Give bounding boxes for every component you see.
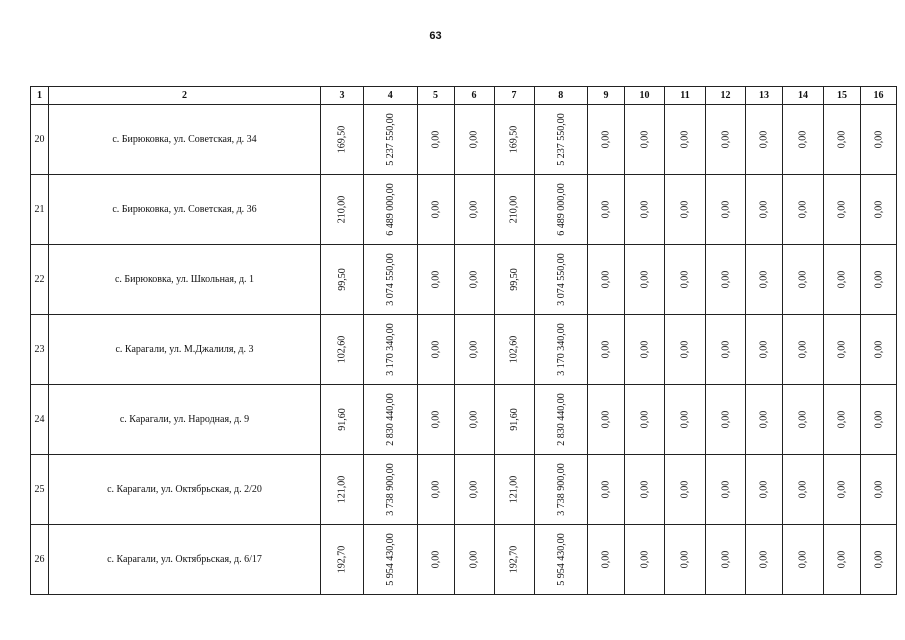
value-cell-col-16 xyxy=(861,525,897,595)
value-text: 0,00 xyxy=(720,480,731,499)
value-cell-col-11 xyxy=(665,105,706,175)
row-number: 23 xyxy=(31,315,49,385)
value-cell-col-8 xyxy=(534,175,588,245)
value-cell-col-9 xyxy=(588,315,625,385)
value-cell-col-6 xyxy=(454,525,494,595)
value-cell-col-11 xyxy=(665,455,706,525)
row-number: 20 xyxy=(31,105,49,175)
value-cell-col-12 xyxy=(706,105,746,175)
value-cell-col-14 xyxy=(783,105,824,175)
value-cell-col-3 xyxy=(321,175,364,245)
value-text: 2 830 440,00 xyxy=(384,393,396,446)
value-cell-col-14 xyxy=(783,525,824,595)
value-cell-col-5 xyxy=(417,315,454,385)
value-text: 0,00 xyxy=(679,480,691,499)
value-cell-col-9 xyxy=(588,455,625,525)
value-text: 169,50 xyxy=(336,125,348,154)
value-text: 99,50 xyxy=(336,268,348,291)
value-text: 0,00 xyxy=(873,550,884,569)
row-number: 26 xyxy=(31,525,49,595)
value-text: 0,00 xyxy=(836,130,848,149)
value-text: 5 237 550,00 xyxy=(384,113,396,166)
value-text: 0,00 xyxy=(758,130,770,149)
column-header-2: 2 xyxy=(49,87,321,105)
value-cell-col-14 xyxy=(783,385,824,455)
column-header-12: 12 xyxy=(706,87,746,105)
value-cell-col-11 xyxy=(665,525,706,595)
value-cell-col-10 xyxy=(625,315,665,385)
value-text: 0,00 xyxy=(873,200,884,219)
value-cell-col-7 xyxy=(494,245,534,315)
value-cell-col-11 xyxy=(665,175,706,245)
value-text: 0,00 xyxy=(468,130,480,149)
value-cell-col-7 xyxy=(494,315,534,385)
value-cell-col-5 xyxy=(417,245,454,315)
value-cell-col-10 xyxy=(625,175,665,245)
value-text: 0,00 xyxy=(873,270,884,289)
value-cell-col-13 xyxy=(746,525,783,595)
value-text: 0,00 xyxy=(430,130,441,149)
page-number: 63 xyxy=(429,30,442,42)
value-cell-col-9 xyxy=(588,175,625,245)
value-text: 0,00 xyxy=(797,410,809,429)
address-cell: с. Карагали, ул. М.Джалиля, д. 3 xyxy=(49,315,321,385)
value-text: 0,00 xyxy=(600,410,612,429)
value-cell-col-8 xyxy=(534,455,588,525)
value-text: 3 170 340,00 xyxy=(384,323,396,376)
value-text: 169,50 xyxy=(508,125,520,154)
value-text: 0,00 xyxy=(720,410,731,429)
value-text: 5 237 550,00 xyxy=(555,113,567,166)
address-cell: с. Карагали, ул. Народная, д. 9 xyxy=(49,385,321,455)
value-text: 0,00 xyxy=(468,410,480,429)
value-text: 0,00 xyxy=(600,550,612,569)
value-cell-col-10 xyxy=(625,245,665,315)
value-text: 0,00 xyxy=(720,270,731,289)
column-header-16: 16 xyxy=(861,87,897,105)
value-cell-col-12 xyxy=(706,315,746,385)
value-cell-col-11 xyxy=(665,385,706,455)
table-row xyxy=(31,175,897,245)
value-text: 0,00 xyxy=(430,200,441,219)
value-cell-col-7 xyxy=(494,105,534,175)
value-text: 0,00 xyxy=(639,550,650,569)
value-text: 0,00 xyxy=(720,550,731,569)
value-cell-col-10 xyxy=(625,525,665,595)
value-text: 0,00 xyxy=(797,550,809,569)
value-cell-col-3 xyxy=(321,315,364,385)
value-cell-col-8 xyxy=(534,315,588,385)
value-text: 0,00 xyxy=(430,550,441,569)
value-cell-col-8 xyxy=(534,385,588,455)
value-text: 3 738 900,00 xyxy=(384,463,396,516)
value-cell-col-13 xyxy=(746,315,783,385)
value-text: 0,00 xyxy=(720,340,731,359)
address-cell: с. Бирюковка, ул. Школьная, д. 1 xyxy=(49,245,321,315)
address-cell: с. Бирюковка, ул. Советская, д. 34 xyxy=(49,105,321,175)
value-text: 102,60 xyxy=(336,335,348,364)
value-cell-col-9 xyxy=(588,245,625,315)
table-row xyxy=(31,385,897,455)
column-header-15: 15 xyxy=(824,87,861,105)
value-text: 3 170 340,00 xyxy=(555,323,567,376)
value-cell-col-7 xyxy=(494,525,534,595)
value-cell-col-3 xyxy=(321,245,364,315)
address-cell: с. Бирюковка, ул. Советская, д. 36 xyxy=(49,175,321,245)
column-header-3: 3 xyxy=(321,87,364,105)
value-text: 0,00 xyxy=(873,130,884,149)
value-cell-col-15 xyxy=(824,175,861,245)
value-text: 0,00 xyxy=(758,270,770,289)
value-text: 0,00 xyxy=(679,340,691,359)
value-cell-col-15 xyxy=(824,385,861,455)
column-header-14: 14 xyxy=(783,87,824,105)
value-text: 91,60 xyxy=(508,408,520,431)
value-text: 0,00 xyxy=(836,410,848,429)
value-cell-col-4 xyxy=(364,175,418,245)
value-text: 0,00 xyxy=(639,480,650,499)
column-header-5: 5 xyxy=(417,87,454,105)
value-text: 0,00 xyxy=(836,550,848,569)
column-header-10: 10 xyxy=(625,87,665,105)
value-text: 3 074 550,00 xyxy=(384,253,396,306)
value-cell-col-4 xyxy=(364,525,418,595)
value-cell-col-15 xyxy=(824,455,861,525)
value-text: 0,00 xyxy=(430,270,441,289)
table-row xyxy=(31,525,897,595)
value-text: 0,00 xyxy=(468,480,480,499)
value-text: 0,00 xyxy=(468,340,480,359)
value-cell-col-4 xyxy=(364,455,418,525)
value-cell-col-16 xyxy=(861,385,897,455)
column-number-header xyxy=(31,87,897,105)
value-text: 121,00 xyxy=(336,475,348,504)
value-cell-col-6 xyxy=(454,315,494,385)
value-cell-col-5 xyxy=(417,175,454,245)
value-text: 0,00 xyxy=(873,480,884,499)
value-cell-col-4 xyxy=(364,105,418,175)
value-cell-col-8 xyxy=(534,105,588,175)
column-header-6: 6 xyxy=(454,87,494,105)
table-row xyxy=(31,455,897,525)
table-row xyxy=(31,315,897,385)
value-text: 0,00 xyxy=(600,480,612,499)
value-cell-col-13 xyxy=(746,245,783,315)
value-text: 5 954 430,00 xyxy=(555,533,567,586)
address-cell: с. Карагали, ул. Октябрьская, д. 2/20 xyxy=(49,455,321,525)
row-number: 25 xyxy=(31,455,49,525)
value-text: 5 954 430,00 xyxy=(384,533,396,586)
row-number: 21 xyxy=(31,175,49,245)
value-text: 0,00 xyxy=(600,130,612,149)
value-cell-col-6 xyxy=(454,245,494,315)
address-cell: с. Карагали, ул. Октябрьская, д. 6/17 xyxy=(49,525,321,595)
value-cell-col-16 xyxy=(861,455,897,525)
value-cell-col-4 xyxy=(364,385,418,455)
value-cell-col-12 xyxy=(706,455,746,525)
value-text: 0,00 xyxy=(679,270,691,289)
value-text: 0,00 xyxy=(430,410,441,429)
value-cell-col-9 xyxy=(588,105,625,175)
value-text: 0,00 xyxy=(797,480,809,499)
value-text: 0,00 xyxy=(720,130,731,149)
value-text: 0,00 xyxy=(836,480,848,499)
value-cell-col-14 xyxy=(783,315,824,385)
value-cell-col-16 xyxy=(861,315,897,385)
value-text: 0,00 xyxy=(797,200,809,219)
value-text: 91,60 xyxy=(336,408,348,431)
value-text: 0,00 xyxy=(679,550,691,569)
value-cell-col-16 xyxy=(861,105,897,175)
value-cell-col-15 xyxy=(824,105,861,175)
column-header-1: 1 xyxy=(31,87,49,105)
value-text: 0,00 xyxy=(679,410,691,429)
value-cell-col-7 xyxy=(494,385,534,455)
value-cell-col-15 xyxy=(824,525,861,595)
value-text: 0,00 xyxy=(758,410,770,429)
value-text: 210,00 xyxy=(508,195,520,224)
value-cell-col-9 xyxy=(588,525,625,595)
value-text: 0,00 xyxy=(758,340,770,359)
value-text: 99,50 xyxy=(508,268,520,291)
value-cell-col-5 xyxy=(417,105,454,175)
column-header-7: 7 xyxy=(494,87,534,105)
column-header-8: 8 xyxy=(534,87,588,105)
column-header-9: 9 xyxy=(588,87,625,105)
value-text: 0,00 xyxy=(600,200,612,219)
value-cell-col-12 xyxy=(706,525,746,595)
value-text: 0,00 xyxy=(679,130,691,149)
value-cell-col-4 xyxy=(364,245,418,315)
row-number: 22 xyxy=(31,245,49,315)
value-cell-col-13 xyxy=(746,105,783,175)
value-text: 0,00 xyxy=(468,550,480,569)
value-cell-col-9 xyxy=(588,385,625,455)
value-text: 0,00 xyxy=(873,410,884,429)
value-text: 0,00 xyxy=(679,200,691,219)
value-text: 6 489 000,00 xyxy=(384,183,396,236)
value-cell-col-15 xyxy=(824,315,861,385)
value-cell-col-8 xyxy=(534,525,588,595)
value-cell-col-6 xyxy=(454,455,494,525)
value-cell-col-13 xyxy=(746,455,783,525)
value-cell-col-12 xyxy=(706,175,746,245)
value-text: 3 074 550,00 xyxy=(555,253,567,306)
value-cell-col-10 xyxy=(625,455,665,525)
value-text: 0,00 xyxy=(797,340,809,359)
value-cell-col-5 xyxy=(417,385,454,455)
value-text: 0,00 xyxy=(720,200,731,219)
value-cell-col-3 xyxy=(321,455,364,525)
value-text: 192,70 xyxy=(336,545,348,574)
value-text: 0,00 xyxy=(836,200,848,219)
value-text: 192,70 xyxy=(508,545,520,574)
value-cell-col-5 xyxy=(417,455,454,525)
value-cell-col-13 xyxy=(746,385,783,455)
value-cell-col-11 xyxy=(665,245,706,315)
value-cell-col-13 xyxy=(746,175,783,245)
value-cell-col-4 xyxy=(364,315,418,385)
value-text: 0,00 xyxy=(797,270,809,289)
column-header-4: 4 xyxy=(364,87,418,105)
value-cell-col-14 xyxy=(783,455,824,525)
value-cell-col-5 xyxy=(417,525,454,595)
value-text: 121,00 xyxy=(508,475,520,504)
value-text: 0,00 xyxy=(468,200,480,219)
value-cell-col-6 xyxy=(454,105,494,175)
column-header-13: 13 xyxy=(746,87,783,105)
value-cell-col-6 xyxy=(454,175,494,245)
value-cell-col-3 xyxy=(321,525,364,595)
value-text: 0,00 xyxy=(430,340,441,359)
value-text: 102,60 xyxy=(508,335,520,364)
value-cell-col-12 xyxy=(706,385,746,455)
value-text: 0,00 xyxy=(758,480,770,499)
value-cell-col-8 xyxy=(534,245,588,315)
table-row xyxy=(31,105,897,175)
column-header-11: 11 xyxy=(665,87,706,105)
value-cell-col-7 xyxy=(494,175,534,245)
value-text: 0,00 xyxy=(639,410,650,429)
value-cell-col-7 xyxy=(494,455,534,525)
value-cell-col-16 xyxy=(861,175,897,245)
value-cell-col-15 xyxy=(824,245,861,315)
value-cell-col-16 xyxy=(861,245,897,315)
value-text: 0,00 xyxy=(797,130,809,149)
value-text: 0,00 xyxy=(639,270,650,289)
value-cell-col-14 xyxy=(783,245,824,315)
register-table xyxy=(30,86,897,595)
value-text: 0,00 xyxy=(873,340,884,359)
value-cell-col-12 xyxy=(706,245,746,315)
value-text: 0,00 xyxy=(836,270,848,289)
value-text: 0,00 xyxy=(639,200,650,219)
value-cell-col-10 xyxy=(625,385,665,455)
table-row xyxy=(31,245,897,315)
value-cell-col-11 xyxy=(665,315,706,385)
value-text: 0,00 xyxy=(758,200,770,219)
value-text: 0,00 xyxy=(600,270,612,289)
value-cell-col-3 xyxy=(321,385,364,455)
value-cell-col-10 xyxy=(625,105,665,175)
value-cell-col-14 xyxy=(783,175,824,245)
value-text: 0,00 xyxy=(836,340,848,359)
value-text: 0,00 xyxy=(639,130,650,149)
value-text: 0,00 xyxy=(758,550,770,569)
value-text: 0,00 xyxy=(600,340,612,359)
value-text: 3 738 900,00 xyxy=(555,463,567,516)
value-text: 2 830 440,00 xyxy=(555,393,567,446)
value-text: 0,00 xyxy=(468,270,480,289)
value-cell-col-6 xyxy=(454,385,494,455)
value-text: 6 489 000,00 xyxy=(555,183,567,236)
row-number: 24 xyxy=(31,385,49,455)
value-text: 0,00 xyxy=(430,480,441,499)
table-body xyxy=(31,87,897,595)
value-text: 210,00 xyxy=(336,195,348,224)
value-cell-col-3 xyxy=(321,105,364,175)
value-text: 0,00 xyxy=(639,340,650,359)
